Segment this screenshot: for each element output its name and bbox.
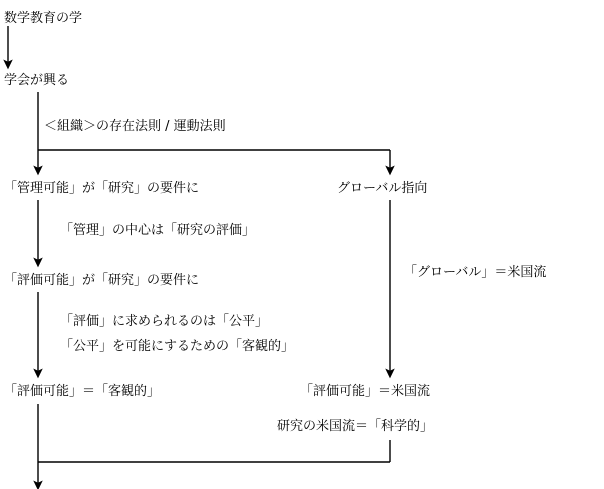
node-fairness-objectivity: 「公平」を可能にするための「客観的」 bbox=[60, 339, 295, 354]
node-society: 学会が興る bbox=[4, 73, 70, 88]
node-evaluable-equals-objective: 「評価可能」＝「客観的」 bbox=[4, 384, 161, 399]
node-evaluable-equals-us-style: 「評価可能」＝米国流 bbox=[300, 384, 431, 399]
node-us-style-equals-scientific: 研究の米国流＝「科学的」 bbox=[277, 419, 434, 434]
node-evaluation-fairness: 「評価」に求められるのは「公平」 bbox=[60, 314, 269, 329]
node-global-orientation: グローバル指向 bbox=[337, 181, 428, 196]
node-global-equals-us: 「グローバル」＝米国流 bbox=[404, 265, 547, 280]
node-evaluable: 「評価可能」が「研究」の要件に bbox=[4, 273, 200, 288]
node-title: 数学教育の学 bbox=[4, 11, 83, 26]
node-organization-law: ＜組織＞の存在法則 / 運動法則 bbox=[44, 119, 226, 134]
node-manageable: 「管理可能」が「研究」の要件に bbox=[4, 181, 200, 196]
node-management-core: 「管理」の中心は「研究の評価」 bbox=[60, 223, 256, 238]
